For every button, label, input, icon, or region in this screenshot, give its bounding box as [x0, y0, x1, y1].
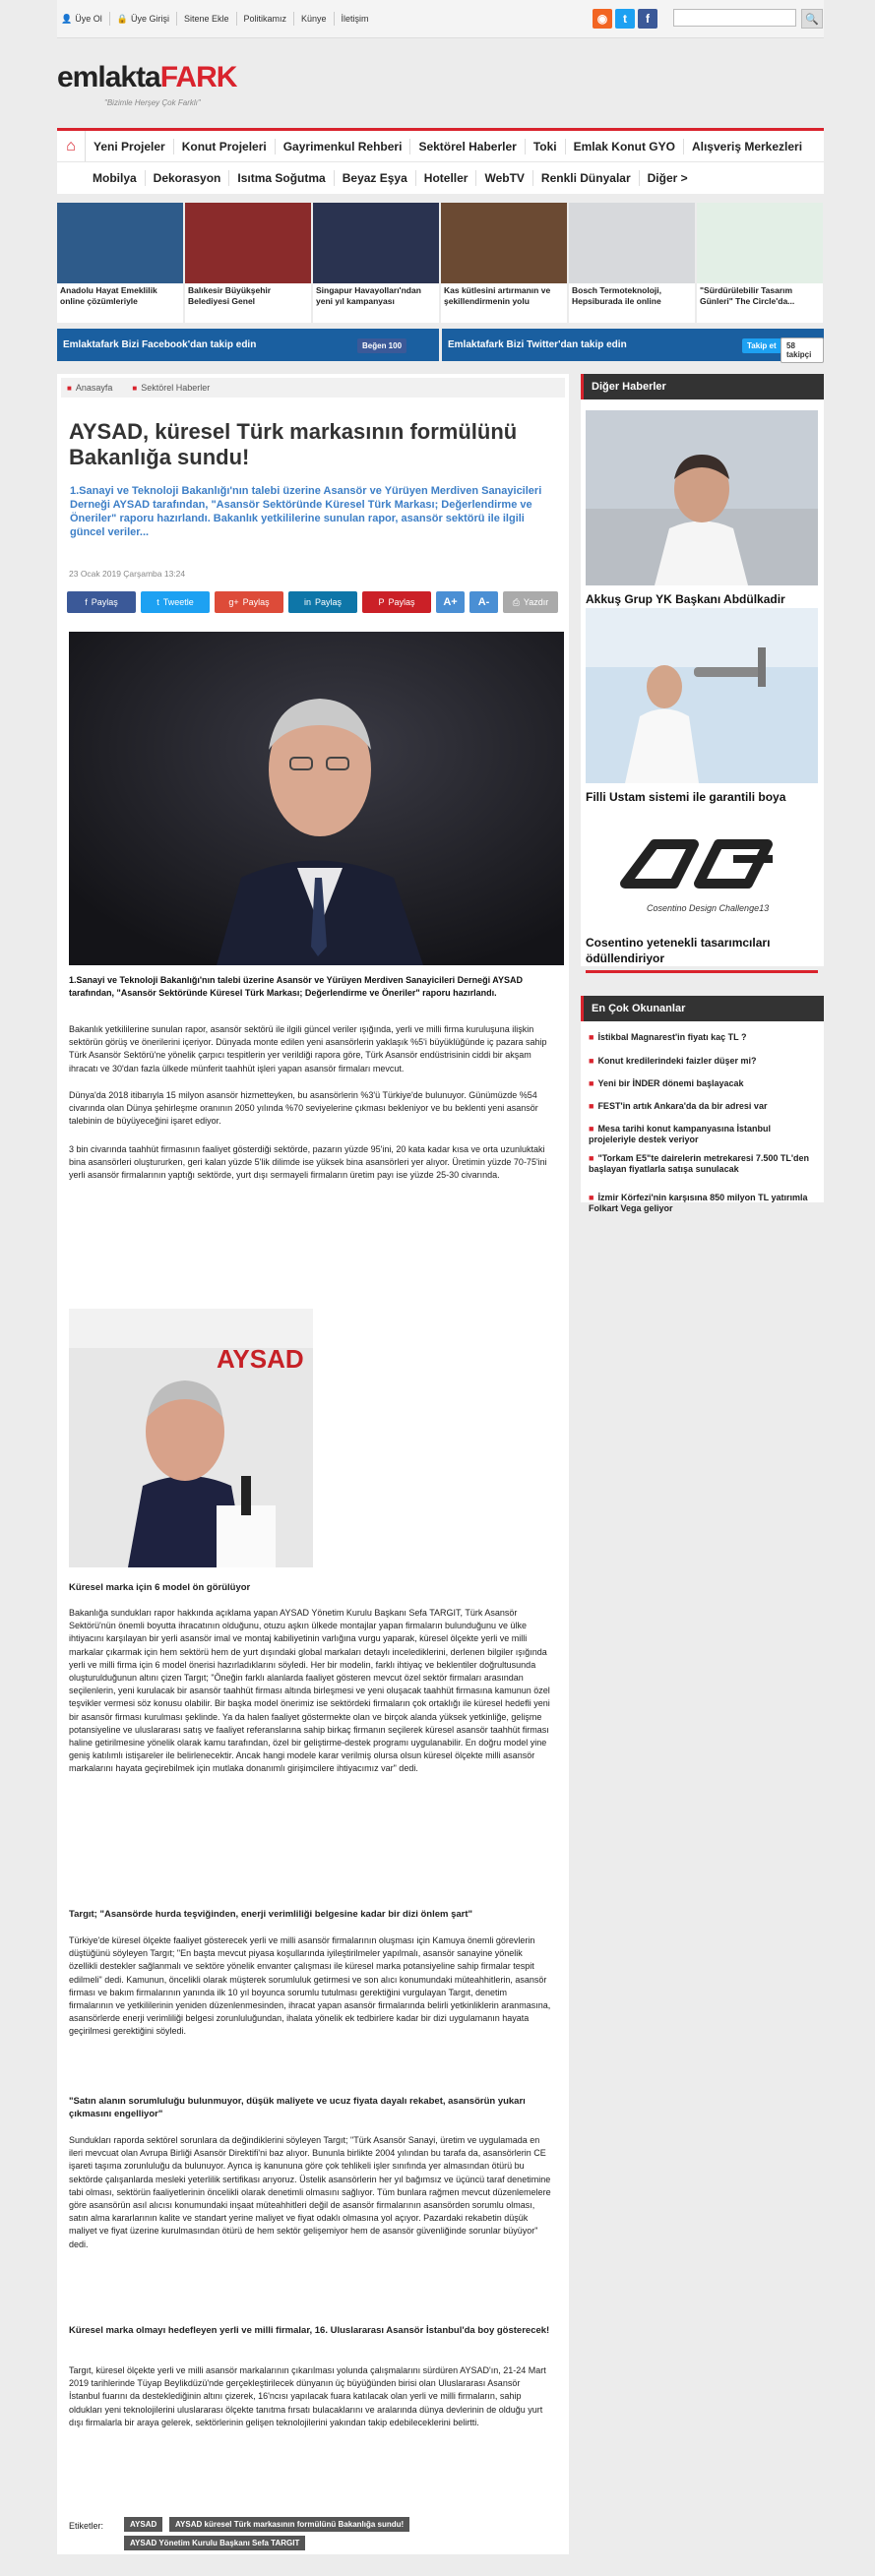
most-read-item[interactable]: ■ İzmir Körfezi'nin karşısına 850 milyon TL yatırımla Folkart Vega geliyor: [589, 1193, 808, 1213]
twitter-icon: t: [156, 597, 159, 607]
linkedin-icon: in: [303, 597, 311, 607]
print-icon: ⎙: [512, 596, 520, 607]
twitter-icon[interactable]: t: [615, 9, 635, 29]
linkedin-share-button[interactable]: in Paylaş: [288, 591, 357, 613]
article-paragraph: 3 bin civarında taahhüt firmasının faaliyet gösterdiği sektörde, pazarın yüzde 95'ini, 20 kata kadar kısa ve orta uzunluktaki bina asansörleri oluştururken, geri kalan yüzde 5'lik dilimde ise yüksek bina asansörleri yer alıyor. Üretimin yüzde 70-75'ini yerli asansör firmalarının yaptığı sektörde, yurt dışı sermayeli firmaların üretim payı ise yüzde 25-30 civarında.: [69, 1144, 547, 1181]
lock-icon: 🔒: [116, 13, 128, 24]
article-paragraph: Türkiye'de küresel ölçekte faaliyet gösterecek yerli ve milli asansör firmalarının oluşması için Kamuya önemli görevlerin düştüğünü söyleyen Targıt; "En başta mevcut piyasa koşullarında iyileştirilmeler yapılmalı, asansör sanayine yönelik özellikli destekler sağlanmalı ve sektöre yönelik envanter çalışması ile küresel marka potansiyeline sahip firmalar tespit edilmeli" dedi. Kamunun, öncelikli olarak müşterek sorumluluk getirmesi ve son alıcı konumundaki müteahhitlerin, asansör firması ve bakım firmalarının yanında ilk 10 yıl boyunca sorumlu tutulması gerektiğini vurgulayan Targıt, denetim firmalarının ve yetkililerinin yeniden düzenlenmesinden, ihracat yapan asansör firmalarında belirli yetkinliklerin aranmasına, asansörlerde enerji verimliliği belgesi zorunluluğundan, ihalata yönelik ek tedbirlere kadar bir dizi uygulamanın hayata geçirilmesi gerektiğini söyledi.: [69, 1935, 551, 2037]
article-date: 23 Ocak 2019 Çarşamba 13:24: [69, 569, 186, 579]
follow-bars: [57, 329, 824, 361]
nav-gayrimenkul-rehberi[interactable]: Gayrimenkul Rehberi: [276, 139, 411, 154]
logo-tagline: "Bizimle Herşey Çok Farklı": [104, 98, 201, 107]
news-thumbnail: [586, 805, 818, 923]
imprint-link[interactable]: Künye: [294, 12, 335, 26]
slider-item[interactable]: Balıkesir Büyükşehir Belediyesi Genel: [185, 203, 311, 323]
googleplus-icon: g+: [228, 597, 239, 607]
bullet-icon: ■: [589, 1153, 594, 1163]
article-paragraph: Dünya'da 2018 itibarıyla 15 milyon asansör hizmetteyken, bu asansörlerin %3'ü Türkiye'de bulunuyor. Günümüzde %54 civarında olan Dünya şehirleşme oranının 2050 yılında %70 seviyelerine çıkması bekleniyor ve bu beklenti yeni asansör talebinin de büyüyeceğini işaret ediyor.: [69, 1090, 538, 1127]
nav-mobilya[interactable]: Mobilya: [57, 170, 146, 186]
facebook-icon[interactable]: f: [638, 9, 657, 29]
news-slider: [57, 203, 824, 323]
slider-image: [441, 203, 567, 283]
slider-item[interactable]: Kas kütlesini artırmanın ve şekillendirmenin yolu: [441, 203, 567, 323]
article-container: [57, 374, 569, 2554]
font-increase-button[interactable]: A+: [436, 591, 465, 613]
most-read-widget: [581, 996, 824, 1213]
most-read-item[interactable]: ■ Mesa tarihi konut kampanyasına İstanbul projeleriyle destek veriyor: [589, 1124, 771, 1144]
facebook-follow-bar: Emlaktafark Bizi Facebook'dan takip edin Beğen 100: [57, 329, 439, 361]
rss-icon[interactable]: ◉: [593, 9, 612, 29]
search-icon: 🔍: [805, 13, 819, 26]
twitter-follower-count: 58 takipçi: [781, 337, 824, 363]
twitter-share-button[interactable]: t Tweetle: [141, 591, 210, 613]
news-thumbnail: [586, 608, 818, 783]
article-spot: 1.Sanayi ve Teknoloji Bakanlığı'nın talebi üzerine Asansör ve Yürüyen Merdiven Sanayicileri Derneği AYSAD tarafından, "Asansör Sektöründe Küresel Türk Markası; Değerlendirme ve Öneriler" raporu hazırlandı. Bakanlık yetkililerine sunulan rapor, asansör sektörü ile ilgili güncel veriler...: [70, 485, 542, 538]
article-lead: 1.Sanayi ve Teknoloji Bakanlığı'nın talebi üzerine Asansör ve Yürüyen Merdiven Sanayicileri Derneği AYSAD tarafından, "Asansör Sektöründe Küresel Türk Markası; Değerlendirme ve Öneriler" raporu hazırlandı.: [69, 975, 523, 999]
nav-toki[interactable]: Toki: [526, 139, 566, 154]
bullet-icon: ■: [589, 1124, 594, 1134]
other-news-title: Filli Ustam sistemi ile garantili boya: [586, 790, 786, 804]
breadcrumb-icon: ■: [132, 383, 138, 393]
nav-konut-projeleri[interactable]: Konut Projeleri: [174, 139, 276, 154]
bullet-icon: ■: [589, 1056, 594, 1066]
article-subheading: "Satın alanın sorumluluğu bulunmuyor, düşük maliyete ve ucuz fiyata dayalı rekabet, asansörün yukarı çıkmasını engelliyor": [69, 2096, 526, 2120]
main-nav: [57, 128, 824, 194]
article-inline-photo: [69, 1309, 313, 1567]
most-read-item[interactable]: ■ Konut kredilerindeki faizler düşer mi?: [589, 1056, 757, 1066]
pinterest-share-button[interactable]: P Paylaş: [362, 591, 431, 613]
other-news-item[interactable]: [586, 805, 818, 973]
search-button[interactable]: [801, 9, 823, 29]
policy-link[interactable]: Politikamız: [237, 12, 295, 26]
news-thumbnail: [586, 410, 818, 585]
nav-renkli-dunyalar[interactable]: Renkli Dünyalar: [533, 170, 640, 186]
article-paragraph: Bakanlığa sundukları rapor hakkında açıklama yapan AYSAD Yönetim Kurulu Başkanı Sefa TARGIT, Türk Asansör Sektörü'nün önemli boyutta ihracatının olduğunu, otuzu aşkın ülkede montajlar yapan firmaların bulunduğunu ve ülke ihtiyacını karşılayan bir yerli asansör imal ve montaj kabiliyetinin varlığına vurgu yaparak, küresel ölçekte yerli ve milli markalar çıkarmak için hem sektörü hem de yurt dışındaki global markaları detaylı incelediklerini, derlenen bilgiler ışığında yerli ve milli firma için 6 model önerisi hazırladıklarını söyledi. Her bir modelin, farklı ihtiyaç ve beklentiler doğrultusunda oluşturulduğunun altını çizen Targıt; "Öneğin farklı alanlarda faaliyet gösteren mevcut özel sektör firmaları arasından seçilenlerin, yeni kurulacak bir asansör taahhüt firması altında birleşmesi ve yeni oluşacak taahhüt firmasına kamunun özel teşvikler vermesi söz konusu olabilir. Bir başka model önerimiz ise sektördeki firmaların çok ortaklığı ile küresel hedefli yeni bir asansör firması kurulması şeklinde. Ya da halen faaliyet göstermekte olan ve birçok alanda yüksek yetkinliğe, gelişme potansiyeline ve uluslararası satış ve faaliyet referanslarına sahip birkaç firmanın seçilerek küresel asansör taahhüt firması haline getirilmesine yönelik olarak kamu tarafından, özel bir geliştirme-destek programı uygulanabilir. En doğru model yine geniş katılımlı istişareler ile belirlenecektir. Ancak hangi modele karar verilmiş olursa olsun küresel ölçekte milli asansör markalarını hayata geçirebilmek için mutlaka donanımlı girişimcilere ihtiyacımız var" dedi.: [69, 1608, 550, 1774]
slider-image: [313, 203, 439, 283]
share-bar: [67, 591, 558, 613]
breadcrumb: [61, 378, 565, 398]
article-paragraph: Sundukları raporda sektörel sorunlara da değindiklerini söyleyen Targıt; "Türk Asansör Sanayi, üretim ve uygulamada en ileri mevcuat olan Avrupa Birliği Asansör Direktifi'ni baz alıyor. Bununla birlikte 2004 yılından bu tarafa da, asansörlerin CE işareti taşıma zorunluluğu da bulunuyor. Ayrıca iş kanununa göre çok tehlikeli işler sınıfında yer almasından ötürü bu sektörde çalışanlarda mesleki yeterlilik sertifikası arıyoruz. Üstelik asansörlerin her yıl bağımsız ve üçüncü taraf denetimine tabi olması, sektörün faaliyetlerinin öncelikli olarak denetimli olmasını sağlıyor. Tüm bunlara rağmen mevcut düzenlemelere göre asansörün asıl alıcısı konumundaki inşaat müteahhitleri değil de asansör firmalarının asansörden sorumlu olması, satın alma kararlarının kalite ve standart yerine maliyet ve fiyat odaklı olmasına yol açıyor. Pazardaki rekabetin düşük maliyet ve fiyat üzerine kurulmasından ötürü de hem sektör gelişemiyor hem de asansör güvenliğinde sorunlar büyüyor" dedi.: [69, 2135, 551, 2249]
bullet-icon: ■: [589, 1101, 594, 1111]
nav-beyaz-esya[interactable]: Beyaz Eşya: [335, 170, 416, 186]
breadcrumb-section[interactable]: Sektörel Haberler: [141, 383, 211, 393]
contact-link[interactable]: İletişim: [341, 14, 369, 24]
top-bar: [57, 0, 824, 38]
other-news-item[interactable]: [586, 608, 818, 828]
divider: [586, 970, 818, 973]
article-paragraph: Targıt, küresel ölçekte yerli ve milli asansör markalarının çıkarılması yolunda çalışmalarını sürdüren AYSAD'ın, 21-24 Mart 2019 tarihlerinde Tüyap Beylikdüzü'nde gerçekleştirilecek dünyanın üç büyüğünden birisi olan Uluslararası Asansör İstanbul fuarını da desteklediğinin altını çizerek, 16'ncısı yapılacak fuara katılacak olan yerli ve milli firmaların, sahip oldukları yeni teknolojilerini uluslararası ölçekte tanıtma fırsatı bulacaklarını ve aralarında dünya devlerinin de olduğu yurt dışı firmalarla bir araya gelerek, sektörlerinin gelişen teknolojilerini yakından takip edebileceklerini belirtti.: [69, 2365, 546, 2427]
facebook-share-button[interactable]: f Paylaş: [67, 591, 136, 613]
most-read-item[interactable]: ■ FEST'in artık Ankara'da da bir adresi var: [589, 1101, 768, 1111]
slider-item[interactable]: Singapur Havayolları'ndan yeni yıl kampanyası: [313, 203, 439, 323]
bullet-icon: ■: [589, 1193, 594, 1202]
login-link[interactable]: 🔒 Üye Girişi: [110, 12, 177, 26]
twitter-follow-button[interactable]: Takip et: [742, 338, 781, 353]
nav-dekorasyon[interactable]: Dekorasyon: [146, 170, 230, 186]
search-input[interactable]: [673, 9, 796, 27]
tag-link[interactable]: AYSAD Yönetim Kurulu Başkanı Sefa TARGIT: [124, 2536, 305, 2550]
slider-image: [697, 203, 823, 283]
other-news-title: Diğer Haberler: [581, 374, 824, 399]
add-to-site-link[interactable]: Sitene Ekle: [177, 12, 237, 26]
nav-alisveris-merkezleri[interactable]: Alışveriş Merkezleri: [691, 139, 803, 153]
slider-item[interactable]: "Sürdürülebilir Tasarım Günleri" The Circle'da...: [697, 203, 823, 323]
article-subheading: Küresel marka olmayı hedefleyen yerli ve milli firmalar, 16. Uluslararası Asansör İstanbul'da boy gösterecek!: [69, 2325, 550, 2336]
register-link[interactable]: 👤 Üye Ol: [57, 12, 110, 26]
nav-hoteller[interactable]: Hoteller: [416, 170, 477, 186]
slider-item[interactable]: Anadolu Hayat Emeklilik online çözümleriyle: [57, 203, 183, 323]
most-read-item[interactable]: ■ Yeni bir İNDER dönemi başlayacak: [589, 1078, 744, 1088]
user-icon: 👤: [61, 13, 73, 24]
most-read-item[interactable]: ■ İstikbal Magnarest'in fiyatı kaç TL ?: [589, 1032, 747, 1042]
bullet-icon: ■: [589, 1078, 594, 1088]
nav-emlak-konut-gyo[interactable]: Emlak Konut GYO: [566, 139, 684, 154]
other-news-item[interactable]: [586, 410, 818, 630]
article-subheading: Küresel marka için 6 model ön görülüyor: [69, 1582, 251, 1593]
nav-yeni-projeler[interactable]: Yeni Projeler: [86, 139, 174, 154]
breadcrumb-icon: ■: [67, 383, 72, 393]
home-icon[interactable]: ⌂: [57, 131, 86, 161]
article-paragraph: Bakanlık yetkililerine sunulan rapor, asansör sektörü ile ilgili güncel veriler ışığında, yerli ve milli firma kuruluşuna ilişkin sektörün görüş ve önerilerini içeriyor. Dünyada monte edilen yeni asansörlerin yaklaşık %5'i büyüklüğünde iç pazara sahip Türk Asansör Sektörü'ne yönelik çarpıcı tespitlerin yer verildiği rapora göre, Türk Asansör endüstrisinin ciddi bir akşam ihracatı ve 30'dan fazla ülkede münferit taahhüt işleri yapan asansör firmaları mevcut.: [69, 1024, 547, 1073]
pinterest-icon: P: [378, 597, 385, 607]
tags-label: Etiketler:: [69, 2521, 104, 2531]
bullet-icon: ■: [589, 1032, 594, 1042]
facebook-icon: f: [85, 597, 88, 607]
other-news-title: Akkuş Grup YK Başkanı Abdülkadir: [586, 592, 785, 606]
facebook-like-button[interactable]: Beğen 100: [357, 338, 406, 353]
article-title: AYSAD, küresel Türk markasının formülünü Bakanlığa sundu!: [69, 419, 518, 469]
nav-diger[interactable]: Diğer >: [647, 170, 688, 185]
googleplus-share-button[interactable]: g+ Paylaş: [215, 591, 283, 613]
nav-webtv[interactable]: WebTV: [476, 170, 532, 186]
slider-image: [57, 203, 183, 283]
cosentino-caption: Cosentino Design Challenge13: [647, 903, 770, 913]
article-main-photo: [69, 632, 564, 965]
twitter-follow-bar: Emlaktafark Bizi Twitter'dan takip edin Takip et 58 takipçi: [442, 329, 824, 361]
article-subheading: Targıt; "Asansörde hurda teşviğinden, enerji verimliliği belgesine kadar bir dizi önlem şart": [69, 1909, 473, 1920]
nav-isitma-sogutma[interactable]: Isıtma Soğutma: [229, 170, 334, 186]
svg-text:AYSAD: AYSAD: [217, 1344, 304, 1374]
other-news-widget: [581, 374, 824, 966]
nav-sektorel-haberler[interactable]: Sektörel Haberler: [410, 139, 525, 154]
font-decrease-button[interactable]: A-: [469, 591, 498, 613]
tag-link[interactable]: AYSAD: [124, 2517, 162, 2532]
most-read-item[interactable]: ■ "Torkam E5"te dairelerin metrekaresi 7.500 TL'den başlayan fiyatlarla satışa sunulacak: [589, 1153, 810, 1174]
slider-image: [185, 203, 311, 283]
other-news-title: Cosentino yetenekli tasarımcıları ödüllendiriyor: [586, 936, 771, 965]
most-read-title: En Çok Okunanlar: [581, 996, 824, 1021]
slider-item[interactable]: Bosch Termoteknoloji, Hepsiburada ile online: [569, 203, 695, 323]
slider-image: [569, 203, 695, 283]
print-button[interactable]: ⎙ Yazdır: [503, 591, 558, 613]
tag-link[interactable]: AYSAD küresel Türk markasının formülünü Bakanlığa sundu!: [169, 2517, 409, 2532]
site-logo[interactable]: emlaktaFARK: [57, 61, 237, 93]
breadcrumb-home[interactable]: Anasayfa: [75, 383, 113, 393]
